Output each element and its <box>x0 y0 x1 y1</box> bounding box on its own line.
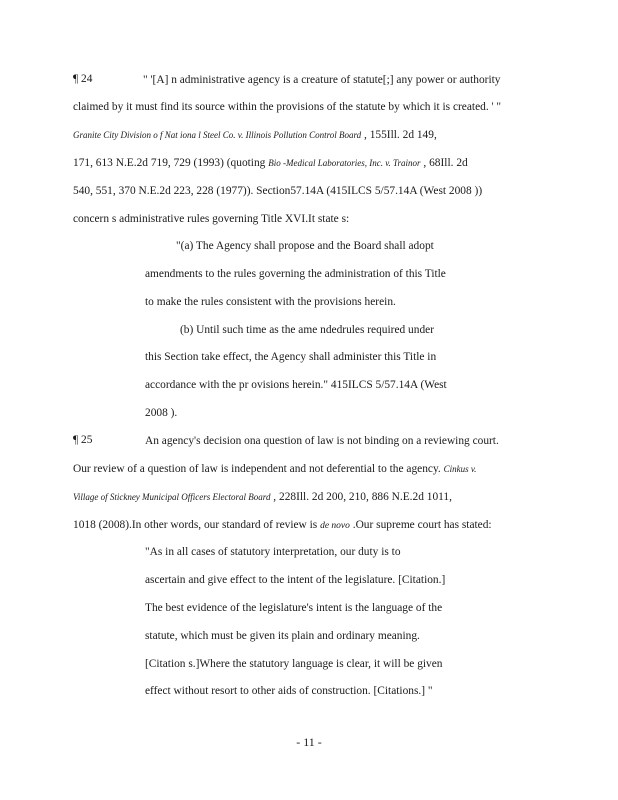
p25-quote-line-1: "As in all cases of statutory interpretation, our duty is to <box>145 546 401 558</box>
term-de-novo: de novo <box>320 521 350 531</box>
p24-quote-line-5: this Section take effect, the Agency shall administer this Title in <box>145 351 437 363</box>
p25-line-3 <box>73 490 452 504</box>
p24-line-5: 540, 551, 370 N.E.2d 223, 228 (1977)). Section57.14A (415ILCS 5/57.14A (West 2008 )) <box>73 185 483 197</box>
paragraph-number-24: ¶ 24 <box>73 73 93 85</box>
p24-line-2: claimed by it must find its source within the provisions of the statute by which it is created. ' " <box>73 101 502 113</box>
p24-quote-line-4: (b) Until such time as the ame ndedrules required under <box>180 324 434 336</box>
p25-line-4-text: 1018 (2008).In other words, our standard of review is <box>73 519 318 531</box>
p25-quote-line-6: effect without resort to other aids of construction. [Citations.] " <box>145 685 433 697</box>
p24-line-4-text: 171, 613 N.E.2d 719, 729 (1993) (quoting <box>73 157 266 169</box>
p25-quote-line-2: ascertain and give effect to the intent of the legislature. [Citation.] <box>145 574 446 586</box>
p24-quote-line-6: accordance with the pr ovisions herein." 415ILCS 5/57.14A (West <box>145 379 447 391</box>
citation-rest: , 155Ill. 2d 149, <box>361 129 437 141</box>
p24-line-6: concern s administrative rules governing Title XVI.It state s: <box>73 213 350 225</box>
p25-line-2-text: Our review of a question of law is independent and not deferential to the agency. <box>73 463 441 475</box>
p25-quote-line-3: The best evidence of the legislature's intent is the language of the <box>145 602 443 614</box>
p24-quote-line-2: amendments to the rules governing the administration of this Title <box>145 268 446 280</box>
p24-quote-line-7: 2008 ). <box>145 407 178 419</box>
paragraph-number-25: ¶ 25 <box>73 434 93 446</box>
p25-quote-line-5: [Citation s.]Where the statutory language is clear, it will be given <box>145 658 443 670</box>
p24-quote-line-1: "(a) The Agency shall propose and the Board shall adopt <box>176 240 434 252</box>
p25-line-2 <box>73 462 476 476</box>
p24-line-4-rest: , 68Ill. 2d <box>420 157 468 169</box>
p24-quote-line-3: to make the rules consistent with the provisions herein. <box>145 296 396 308</box>
citation-case-village: Village of Stickney Municipal Officers Electoral Board <box>73 492 271 502</box>
citation-case-cinkus: Cinkus v. <box>443 464 477 474</box>
p24-line-4 <box>73 156 468 170</box>
p25-line-3-rest: , 228Ill. 2d 200, 210, 886 N.E.2d 1011, <box>270 491 452 503</box>
p24-line-3 <box>73 128 437 142</box>
p25-line-4 <box>73 518 492 533</box>
p24-line-1: " '[A] n administrative agency is a creature of statute[;] any power or authority <box>143 74 501 86</box>
citation-case-biomedical: Bio -Medical Laboratories, Inc. v. Trainor <box>268 158 421 168</box>
p25-line-1: An agency's decision ona question of law is not binding on a reviewing court. <box>145 435 499 447</box>
p25-line-4-rest: .Our supreme court has stated: <box>349 519 492 531</box>
page-number: - 11 - <box>296 735 322 749</box>
p25-quote-line-4: statute, which must be given its plain and ordinary meaning. <box>145 630 420 642</box>
citation-case-granite: Granite City Division o f Nat iona l Steel Co. v. Illinois Pollution Control Board <box>73 130 362 140</box>
